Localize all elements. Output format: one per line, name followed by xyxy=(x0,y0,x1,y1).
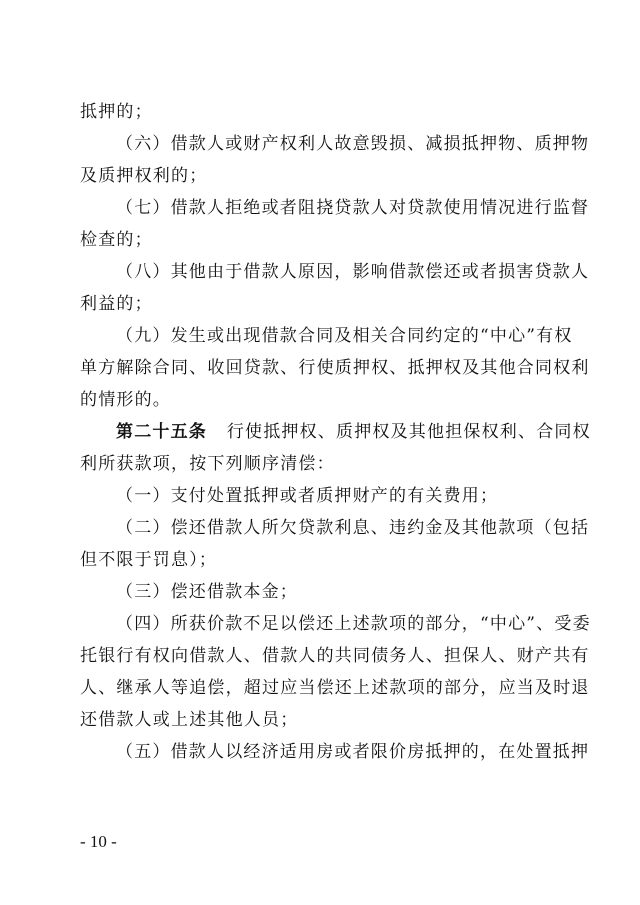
text-line: 单方解除合同、收回贷款、行使质押权、抵押权及其他合同权利 xyxy=(80,358,590,378)
clause-seven: （七）借款人拒绝或者阻挠贷款人对贷款使用情况进行监督 xyxy=(116,198,590,218)
article-label: 第二十五条 xyxy=(116,422,207,442)
clause-two: （二）偿还借款人所欠贷款利息、违约金及其他款项（包括 xyxy=(116,518,590,538)
text-line: 但不限于罚息）； xyxy=(80,550,218,570)
clause-nine: （九）发生或出现借款合同及相关合同约定的“中心”有权 xyxy=(116,326,573,346)
text-line: 人、继承人等追偿，超过应当偿还上述款项的部分，应当及时退 xyxy=(80,678,590,698)
page-number: - 10 - xyxy=(80,832,117,851)
text-line: 托银行有权向借款人、借款人的共同债务人、担保人、财产共有 xyxy=(80,646,590,666)
article-text: 行使抵押权、质押权及其他担保权利、合同权 xyxy=(226,422,591,442)
article-25-heading-line xyxy=(80,416,591,448)
clause-four: （四）所获价款不足以偿还上述款项的部分，“中心”、受委 xyxy=(116,614,591,634)
clause-one: （一）支付处置抵押或者质押财产的有关费用； xyxy=(116,486,499,506)
text-line: 抵押的； xyxy=(80,102,153,122)
text-line: 还借款人或上述其他人员； xyxy=(80,710,299,730)
clause-six: （六）借款人或财产权利人故意毁损、减损抵押物、质押物 xyxy=(116,134,590,154)
clause-five: （五）借款人以经济适用房或者限价房抵押的，在处置抵押 xyxy=(116,742,590,762)
text-line: 及质押权利的； xyxy=(80,166,208,186)
document-body xyxy=(80,96,591,768)
text-line: 利所获款项，按下列顺序清偿： xyxy=(80,454,335,474)
text-line: 检查的； xyxy=(80,230,153,250)
text-line: 的情形的。 xyxy=(80,390,171,410)
clause-eight: （八）其他由于借款人原因，影响借款偿还或者损害贷款人 xyxy=(116,262,590,282)
text-line: 利益的； xyxy=(80,294,153,314)
clause-three: （三）偿还借款本金； xyxy=(116,582,298,602)
